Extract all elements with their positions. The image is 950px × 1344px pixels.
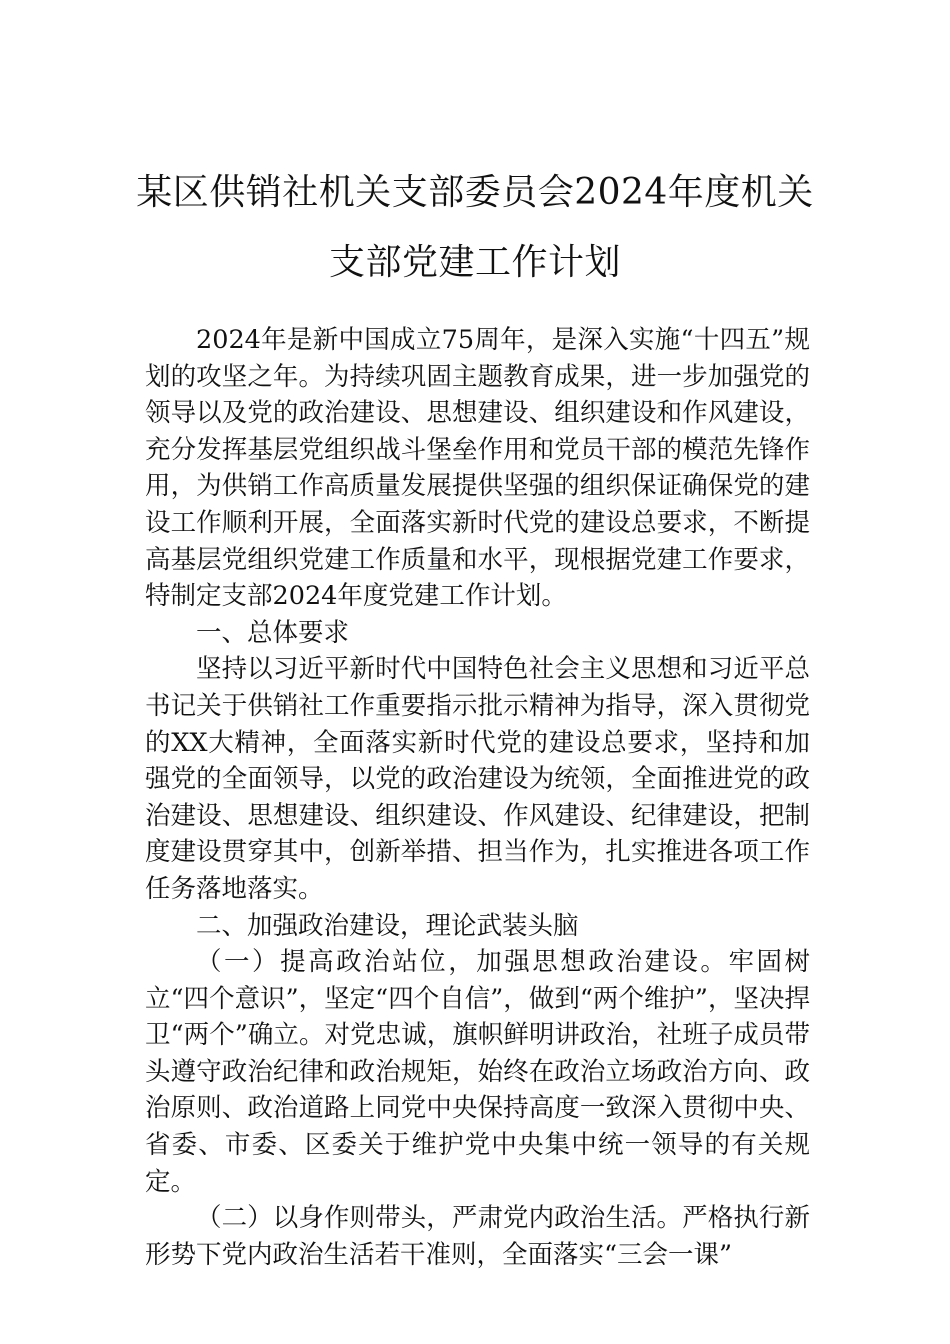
section-heading-1: 一、总体要求 xyxy=(196,617,350,648)
section-heading-2: 二、加强政治建设，理论武装头脑 xyxy=(196,910,579,941)
title-line-2: 支部党建工作计划 xyxy=(328,242,621,283)
subsection-1-text: 牢固树立“四个意识”，坚定“四个自信”，做到“两个维护”，坚决捍卫“两个”确立。对党忠诚，旗帜鲜明讲政治，社班子成员带头遵守政治纪律和政治规矩，始终在政治立场政治方向、政治原则、政治道路上同党中央保持高度一致深入贯彻中央、省委、市委、区委关于维护党中央集中统一领导的有关规定。 xyxy=(145,947,810,1197)
subsection-1-paragraph xyxy=(145,944,810,1200)
subsection-2-text: 严格执行新形势下党内政治生活若干准则，全面落实“三会一课” xyxy=(145,1203,810,1270)
section-1-paragraph: 坚持以习近平新时代中国特色社会主义思想和习近平总书记关于供销社工作重要指示批示精神为指导，深入贯彻党的XX大精神，全面落实新时代党的建设总要求，坚持和加强党的全面领导，以党的政治建设为统领，全面推进党的政治建设、思想建设、组织建设、作风建设、纪律建设，把制度建设贯穿其中，创新举措、担当作为，扎实推进各项工作任务落地落实。 xyxy=(145,654,810,904)
intro-paragraph: 2024年是新中国成立75周年，是深入实施“十四五”规划的攻坚之年。为持续巩固主题教育成果，进一步加强党的领导以及党的政治建设、思想建设、组织建设和作风建设，充分发挥基层党组织战斗堡垒作用和党员干部的模范先锋作用，为供销工作高质量发展提供坚强的组织保证确保党的建设工作顺利开展，全面落实新时代党的建设总要求，不断提高基层党组织党建工作质量和水平，现根据党建工作要求，特制定支部2024年度党建工作计划。 xyxy=(145,325,810,612)
document-body xyxy=(145,322,810,1273)
subsection-1-heading: （一）提高政治站位，加强思想政治建设。 xyxy=(196,947,729,978)
document-title xyxy=(120,158,830,298)
subsection-2-paragraph xyxy=(145,1200,810,1273)
title-line-1: 某区供销社机关支部委员会2024年度机关 xyxy=(136,172,814,213)
subsection-2-heading: （二）以身作则带头，严肃党内政治生活。 xyxy=(196,1203,683,1234)
